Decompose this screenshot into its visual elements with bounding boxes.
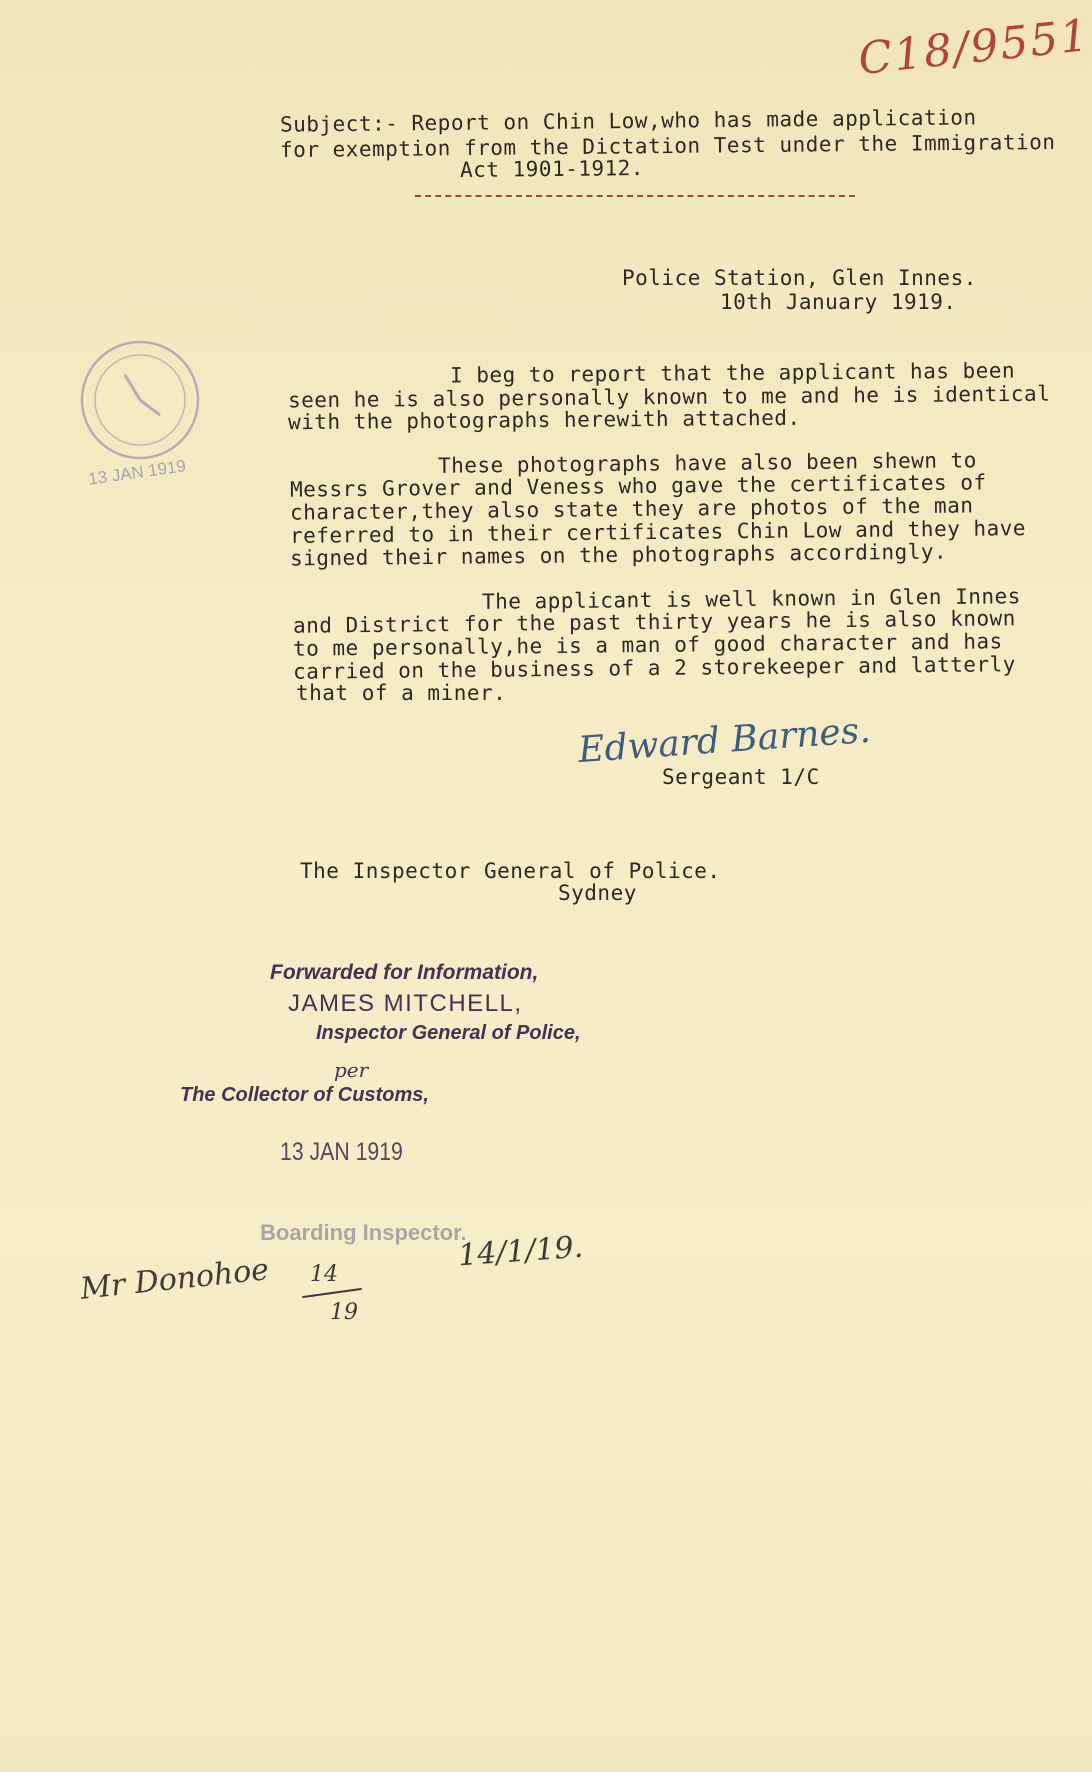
forwarded-line: Forwarded for Information, — [270, 961, 539, 984]
para2-line-3: character,they also state they are photos of the man — [289, 493, 974, 525]
para1-line-2: seen he is also personally known to me and he is identical — [287, 381, 1051, 413]
station-place: Police Station, Glen Innes. — [622, 266, 977, 290]
para3-line-3: to me personally,he is a man of good character and has — [292, 629, 1003, 661]
forwarding-title: Inspector General of Police, — [316, 1022, 581, 1044]
signature: Edward Barnes. — [576, 709, 872, 772]
para2-line-4: referred to in their certificates Chin Low and they have — [289, 516, 1027, 548]
signature-rank: Sergeant 1/C — [662, 765, 820, 789]
annotation-fraction-bar — [302, 1288, 362, 1298]
para2-line-1: These photographs have also been shewn to — [437, 448, 977, 478]
para3-line-5: that of a miner. — [296, 681, 507, 705]
subject-line-2: for exemption from the Dictation Test under the Immigration — [279, 129, 1056, 163]
received-date-stamp — [60, 335, 220, 495]
para2-line-2: Messrs Grover and Veness who gave the certificates of — [289, 470, 987, 502]
forwarding-date: 13 JAN 1919 — [280, 1138, 403, 1166]
station-date: 10th January 1919. — [720, 290, 957, 314]
annotation-date-fraction — [300, 1262, 380, 1342]
addressee-line-2: Sydney — [558, 881, 637, 905]
subject-line-1: Subject:- Report on Chin Low,who has made application — [279, 105, 977, 137]
para3-line-1: The applicant is well known in Glen Innes — [481, 584, 1021, 614]
para3-line-2: and District for the past thirty years he is also known — [292, 606, 1016, 638]
para1-line-3: with the photographs herewith attached. — [287, 405, 801, 435]
para1-line-1: I beg to report that the applicant has been — [449, 358, 1016, 388]
subject-line-3: Act 1901-1912. — [459, 156, 645, 182]
reference-number: C18/9551 — [855, 9, 1092, 86]
annotation-date-top: 14 — [310, 1262, 338, 1287]
forwarding-name: JAMES MITCHELL, — [288, 990, 523, 1017]
received-stamp-date: 13 JAN 1919 — [87, 456, 188, 489]
boarding-inspector-stamp: Boarding Inspector. — [260, 1220, 467, 1245]
forwarding-to: The Collector of Customs, — [180, 1084, 429, 1106]
para3-line-4: carried on the business of a 2 storekeeper and latterly — [292, 652, 1016, 684]
para2-line-5: signed their names on the photographs accordingly. — [289, 539, 948, 571]
annotation-date-bottom: 19 — [330, 1300, 358, 1325]
boarding-date: 14/1/19. — [456, 1229, 585, 1274]
addressee-line-1: The Inspector General of Police. — [300, 859, 721, 883]
subject-underline — [415, 195, 855, 197]
annotation-name: Mr Donohoe — [78, 1252, 271, 1307]
forwarding-per: per — [334, 1058, 369, 1082]
